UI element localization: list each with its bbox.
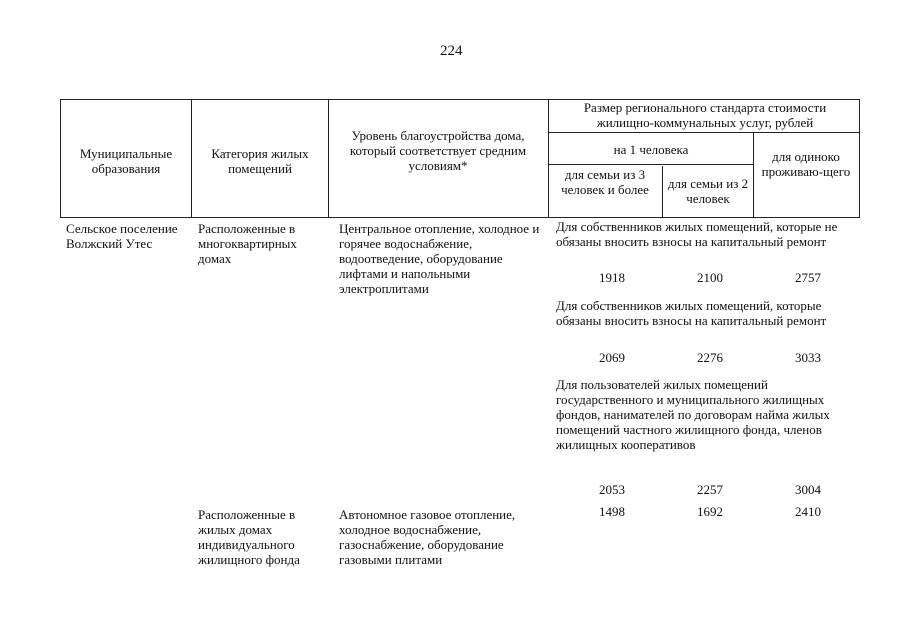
group-label-state-municipal-users: Для пользователей жилых помещений государственного и муниципального жилищных фондов, нанимателей по договорам найма жилых помещений частного жилищного фонда, членов жилищных кооперативов — [556, 377, 830, 452]
value-family-2: 2257 — [697, 482, 723, 497]
value-single: 2410 — [795, 504, 821, 519]
amenity-apartment-buildings: Центральное отопление, холодное и горячее водоснабжение, водоотведение, оборудование лифтами и напольными электроплитами — [339, 221, 540, 296]
page-number: 224 — [440, 43, 463, 59]
category-apartment-buildings: Расположенные в многоквартирных домах — [198, 221, 297, 266]
header-municipality: Муниципальные образования — [79, 146, 173, 176]
value-single: 2757 — [795, 270, 821, 285]
amenity-individual-houses: Автономное газовое отопление, холодное водоснабжение, газоснабжение, оборудование газовыми плитами — [339, 507, 516, 567]
value-family-3plus: 2053 — [599, 482, 625, 497]
header-single: для одиноко проживаю-щего — [761, 149, 851, 179]
value-family-3plus: 1498 — [599, 504, 625, 519]
value-single: 3033 — [795, 350, 821, 365]
group-label-no-capital-repair: Для собственников жилых помещений, которые не обязаны вносить взносы на капитальный ремонт — [556, 219, 838, 249]
header-category: Категория жилых помещений — [211, 146, 309, 176]
header-family-2: для семьи из 2 человек — [667, 176, 749, 206]
group-label-capital-repair: Для собственников жилых помещений, которые обязаны вносить взносы на капитальный ремонт — [556, 298, 827, 328]
category-individual-houses: Расположенные в жилых домах индивидуального жилищного фонда — [198, 507, 300, 567]
header-amenity-level: Уровень благоустройства дома, который соответствует средним условиям* — [349, 128, 527, 173]
header-standard-size: Размер регионального стандарта стоимости жилищно-коммунальных услуг, рублей — [583, 100, 827, 130]
municipality-name: Сельское поселение Волжский Утес — [66, 221, 178, 251]
value-family-2: 2100 — [697, 270, 723, 285]
table-header — [60, 99, 860, 218]
value-family-2: 1692 — [697, 504, 723, 519]
header-per-person: на 1 человека — [613, 142, 689, 157]
value-family-3plus: 1918 — [599, 270, 625, 285]
value-family-3plus: 2069 — [599, 350, 625, 365]
header-family-3plus: для семьи из 3 человек и более — [561, 167, 649, 197]
value-family-2: 2276 — [697, 350, 723, 365]
value-single: 3004 — [795, 482, 821, 497]
